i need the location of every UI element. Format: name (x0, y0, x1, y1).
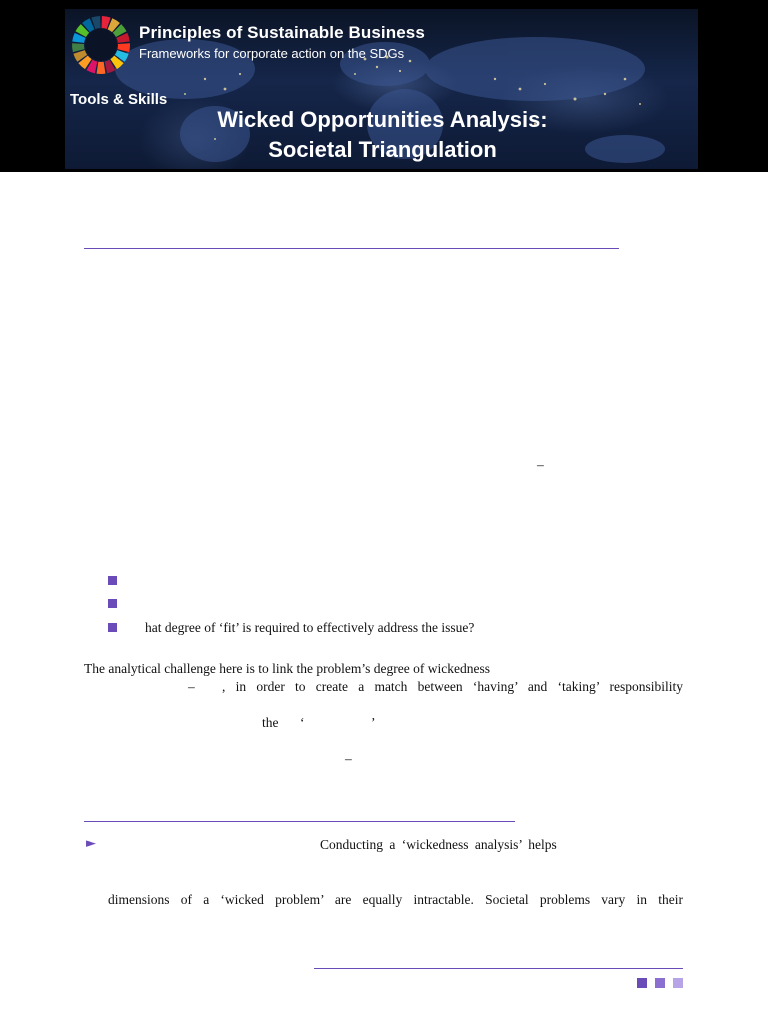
banner-subtitle: Frameworks for corporate action on the SDGs (139, 46, 405, 61)
arrow-bullet-icon: ► (86, 836, 96, 851)
bullet-marker (108, 599, 117, 608)
paragraph-dash: – (188, 679, 195, 694)
callout-line-2: dimensions of a ‘wicked problem’ are equally intractable. Societal problems vary in their (108, 892, 683, 907)
dash-mark: – (537, 457, 544, 472)
sdg-wheel-logo (71, 15, 131, 75)
header-banner (65, 9, 698, 169)
callout-text: Conducting a ‘wickedness analysis’ helps (320, 837, 557, 852)
sdg-wheel-segment (72, 43, 85, 52)
banner-title: Principles of Sustainable Business (139, 23, 425, 42)
footer-square (637, 978, 647, 988)
paragraph-line-2: , in order to create a match between ‘having’ and ‘taking’ responsibility (222, 679, 683, 694)
bullet-text-3: hat degree of ‘fit’ is required to effectively address the issue? (145, 620, 475, 635)
footer-divider (314, 968, 683, 969)
banner-tag: Tools & Skills (70, 91, 168, 108)
sdg-wheel-segment (97, 62, 106, 74)
page-title-line-2: Societal Triangulation (268, 137, 497, 162)
paragraph-open-quote: ‘ (300, 715, 305, 730)
paragraph-dash-2: – (345, 751, 352, 766)
footer-square (655, 978, 665, 988)
paragraph-the: the (262, 715, 279, 730)
bullet-marker (108, 576, 117, 585)
page-title-line-1: Wicked Opportunities Analysis: (217, 107, 548, 132)
footer-square (673, 978, 683, 988)
bullet-marker (108, 623, 117, 632)
paragraph-close-quote: ’ (371, 715, 376, 730)
section-divider-top (84, 248, 619, 249)
page-title (165, 105, 600, 165)
section-divider-mid (84, 821, 515, 822)
sdg-wheel-segment (117, 43, 130, 52)
paragraph-line-1: The analytical challenge here is to link the problem’s degree of wickedness (84, 661, 490, 676)
